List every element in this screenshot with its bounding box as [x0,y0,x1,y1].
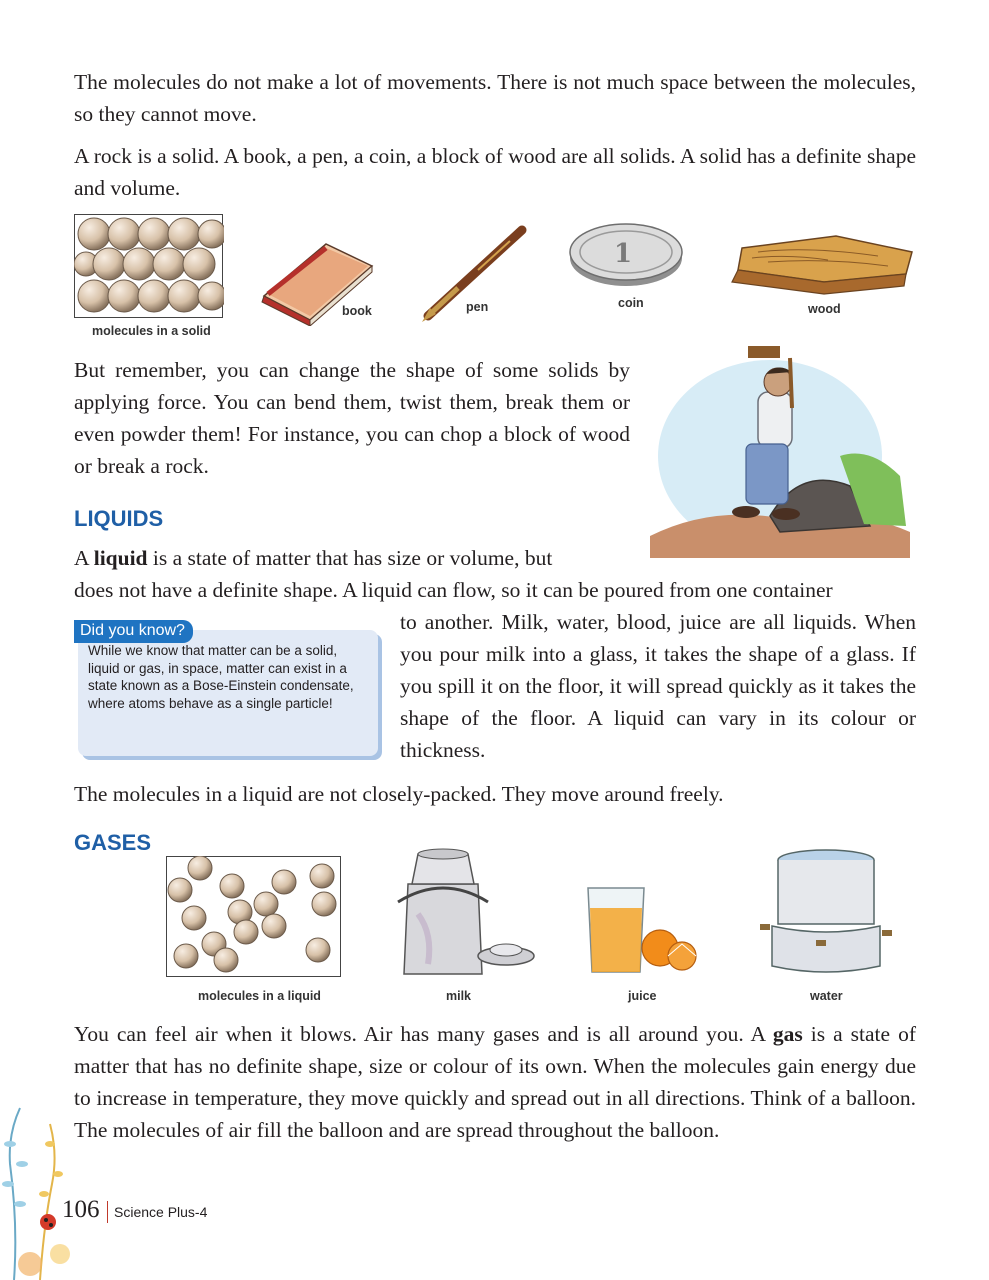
milk-can-image [378,844,538,984]
paragraph-liquid-molecules: The molecules in a liquid are not closely-packed. They move around freely. [74,782,724,806]
caption-juice: juice [628,989,657,1003]
gas-def-pre: You can feel air when it blows. Air has many gases and is all around you. A [74,1022,773,1046]
did-you-know-text: While we know that matter can be a solid, liquid or gas, in space, matter can exist in a state known as a Bose-Einstein condensate, where atoms behave as a single particle! [88,643,354,711]
did-you-know-box [74,620,384,766]
caption-liquid-molecules: molecules in a liquid [198,989,321,1003]
paragraph-solid-examples: A rock is a solid. A book, a pen, a coin, a block of wood are all solids. A solid has a definite shape and volume. [74,144,916,200]
caption-solid-molecules: molecules in a solid [92,324,211,338]
caption-book: book [342,304,372,318]
svg-text:1: 1 [614,239,633,269]
heading-gases: GASES [74,830,152,855]
footer-separator [107,1201,108,1223]
gas-def-post: is a state of matter that has no definite shape, size or colour of its own. When the molecules gain energy due to increase in temperature, they move quickly and spread out in all directions. Think of a balloon. The molecules of air fill the balloon and are spread throughout the balloon. [74,1022,916,1142]
did-you-know-title: Did you know? [74,620,193,643]
heading-liquids: LIQUIDS [74,506,164,531]
floral-decoration [0,1104,72,1280]
paragraph-liquid-examples: to another. Milk, water, blood, juice are all liquids. When you pour milk into a glass, it takes the shape of a glass. If you spill it on the floor, it will spread quickly as it takes the shape of the floor. A liquid can vary in its colour or thickness. [400,610,916,762]
term-liquid: liquid [93,546,148,570]
liquid-def-pre: A [74,546,94,570]
solid-molecules-diagram [74,214,224,318]
water-filter-image [756,848,896,978]
caption-water: water [810,989,843,1003]
paragraph-gas [74,1018,916,1146]
caption-pen: pen [466,300,489,314]
page-number: 106 [62,1196,100,1223]
paragraph-liquid-definition [74,542,630,574]
boy-breaking-rock-image [650,336,912,558]
paragraph-liquid-shape: does not have a definite shape. A liquid can flow, so it can be poured from one container [74,578,833,602]
liquid-def-post: is a state of matter that has size or volume, but [147,546,553,570]
juice-image [584,878,704,978]
caption-wood: wood [808,302,841,316]
paragraph-shape-change: But remember, you can change the shape of some solids by applying force. You can bend them, twist them, break them or even powder them! For instance, you can chop a block of wood or break a rock. [74,358,630,478]
wood-image [728,230,918,300]
caption-coin: coin [618,296,644,310]
book-title: Science Plus-4 [114,1204,208,1220]
term-gas: gas [772,1022,803,1046]
paragraph-solid-molecules: The molecules do not make a lot of movements. There is not much space between the molecules, so they cannot move. [74,70,916,126]
liquid-molecules-diagram [166,856,342,978]
coin-image [566,216,686,288]
caption-milk: milk [446,989,472,1003]
